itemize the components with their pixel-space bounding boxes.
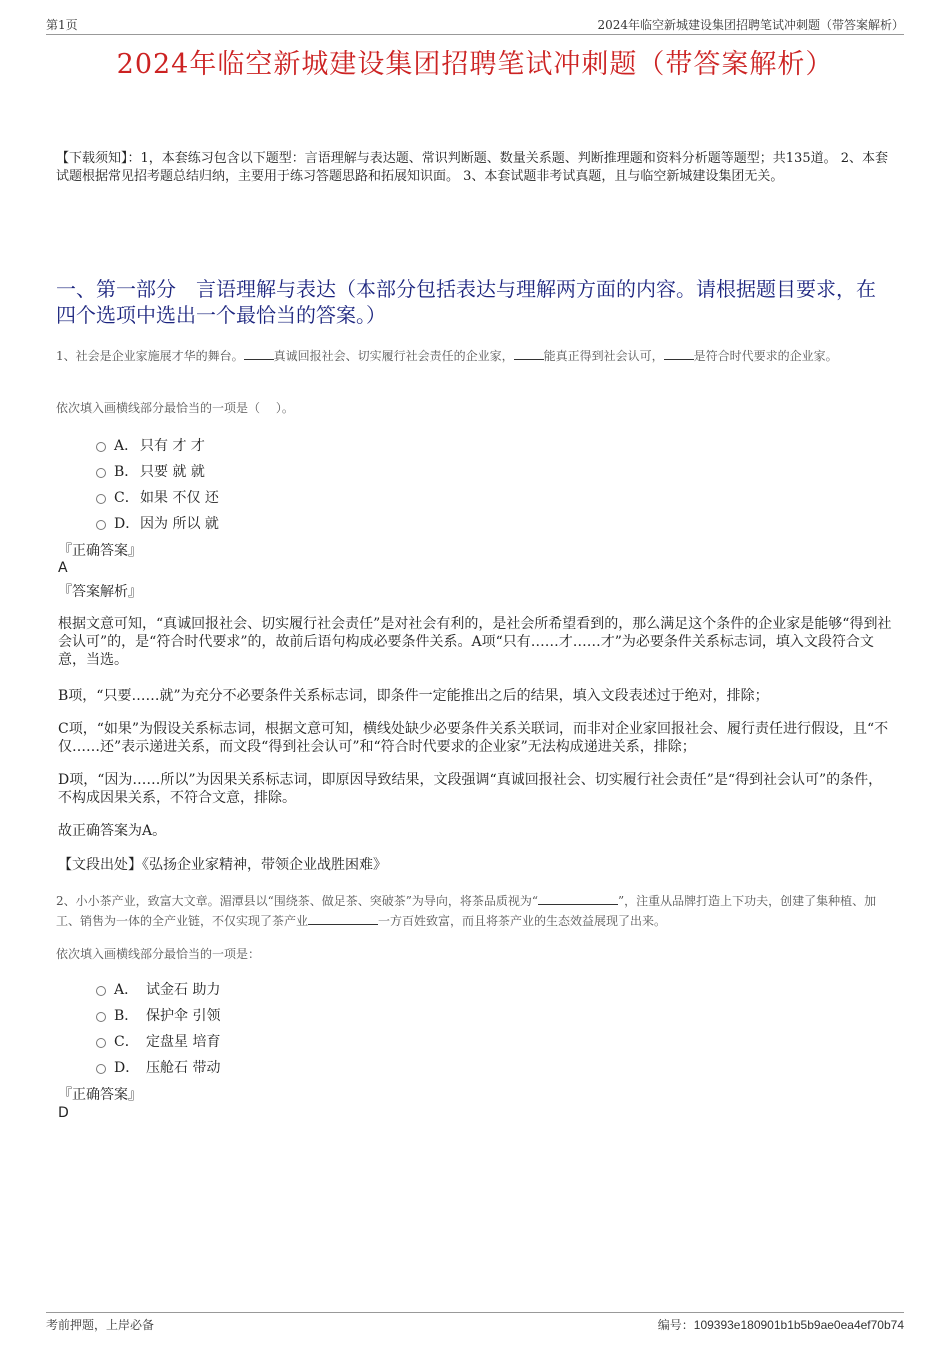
option-d[interactable]: D． 压舱石 带动 [96, 1055, 220, 1081]
option-c[interactable]: C．如果 不仅 还 [96, 485, 219, 511]
question-2-stem: 2、小小茶产业，致富大文章。湄潭县以“围绕茶、做足茶、突破茶”为导向，将茶品质视为“ ”，注重从品牌打造上下功夫，创建了集种植、加工、销售为一体的全产业链，不仅实现了茶产业 一方百姓致富，而且将茶产业的生态效益展现了出来。 [56, 891, 898, 931]
analysis-paragraph: 根据文意可知，“真诚回报社会、切实履行社会责任”是对社会有利的，是社会所希望看到的，那么满足这个条件的企业家是能够“得到社会认可”的，是“符合时代要求”的，故前后语句构成必要条件关系。A项“只有……才……才”为必要条件关系标志词，填入文段符合文意，当选。 [58, 616, 892, 668]
radio-icon[interactable] [96, 1012, 106, 1022]
analysis-paragraph: C项，“如果”为假设关系标志词，根据文意可知，横线处缺少必要条件关系关联词，而非对企业家回报社会、履行责任进行假设，且“不仅……还”表示递进关系，而文段“得到社会认可”和“符合时代要求的企业家”无法构成递进关系，排除； [58, 721, 889, 755]
question-2-instruction: 依次填入画横线部分最恰当的一项是： [56, 947, 261, 961]
question-1-stem: 1、社会是企业家施展才华的舞台。 真诚回报社会、切实履行社会责任的企业家， 能真正得到社会认可， 是符合时代要求的企业家。 [56, 346, 898, 366]
radio-icon[interactable] [96, 1038, 106, 1048]
option-d[interactable]: D．因为 所以 就 [96, 511, 219, 537]
option-b[interactable]: B． 只要 就 就 [96, 459, 219, 485]
analysis-label: 『答案解析』 [58, 584, 142, 600]
header-doc-title: 2024年临空新城建设集团招聘笔试冲刺题（带答案解析） [597, 18, 904, 32]
page-number: 第1页 [46, 18, 78, 32]
radio-icon[interactable] [96, 442, 106, 452]
section-heading: 一、第一部分 言语理解与表达（本部分包括表达与理解两方面的内容。请根据题目要求，在四个选项中选出一个最恰当的答案。） [56, 277, 876, 327]
question-1-options [96, 433, 219, 537]
footer-slogan: 考前押题，上岸必备 [46, 1318, 155, 1332]
download-notice: 【下载须知】：1，本套练习包含以下题型：言语理解与表达题、常识判断题、数量关系题、判断推理题和资料分析题等题型；共135道。 2、本套试题根据常见招考题总结归纳，主要用于练习答题思路和拓展知识面。 3、本套试题非考试真题，且与临空新城建设集团无关。 [56, 151, 888, 184]
correct-answer: D [58, 1105, 69, 1121]
analysis-conclusion: 故正确答案为A。 [58, 823, 167, 839]
radio-icon[interactable] [96, 986, 106, 996]
analysis-paragraph: D项，“因为……所以”为因果关系标志词，即原因导致结果，文段强调“真诚回报社会、切实履行社会责任”是“得到社会认可”的条件，不构成因果关系，不符合文意，排除。 [58, 772, 883, 806]
option-a[interactable]: A． 只有 才 才 [96, 433, 219, 459]
page-header [46, 14, 904, 35]
correct-answer-label: 『正确答案』 [58, 543, 142, 559]
option-a[interactable]: A． 试金石 助力 [96, 977, 220, 1003]
radio-icon[interactable] [96, 494, 106, 504]
radio-icon[interactable] [96, 1064, 106, 1074]
radio-icon[interactable] [96, 520, 106, 530]
option-b[interactable]: B． 保护伞 引领 [96, 1003, 220, 1029]
blank-3 [664, 346, 694, 360]
page-footer [46, 1312, 904, 1335]
correct-answer: A [58, 560, 68, 576]
document-code: 编号：109393e180901b1b5b9ae0ea4ef70b74 [657, 1318, 904, 1332]
analysis-paragraph: B项，“只要……就”为充分不必要条件关系标志词，即条件一定能推出之后的结果，填入文段表述过于绝对，排除； [58, 688, 769, 704]
blank-2 [514, 346, 544, 360]
blank-1 [244, 346, 274, 360]
source-citation: 【文段出处】《弘扬企业家精神，带领企业战胜困难》 [58, 857, 387, 873]
radio-icon[interactable] [96, 468, 106, 478]
question-2-options [96, 977, 220, 1081]
document-title: 2024年临空新城建设集团招聘笔试冲刺题（带答案解析） [116, 49, 834, 80]
option-c[interactable]: C． 定盘星 培育 [96, 1029, 220, 1055]
blank-1 [538, 891, 618, 905]
correct-answer-label: 『正确答案』 [58, 1087, 142, 1103]
blank-2 [308, 911, 378, 925]
question-1-instruction: 依次填入画横线部分最恰当的一项是（ ）。 [56, 401, 294, 415]
